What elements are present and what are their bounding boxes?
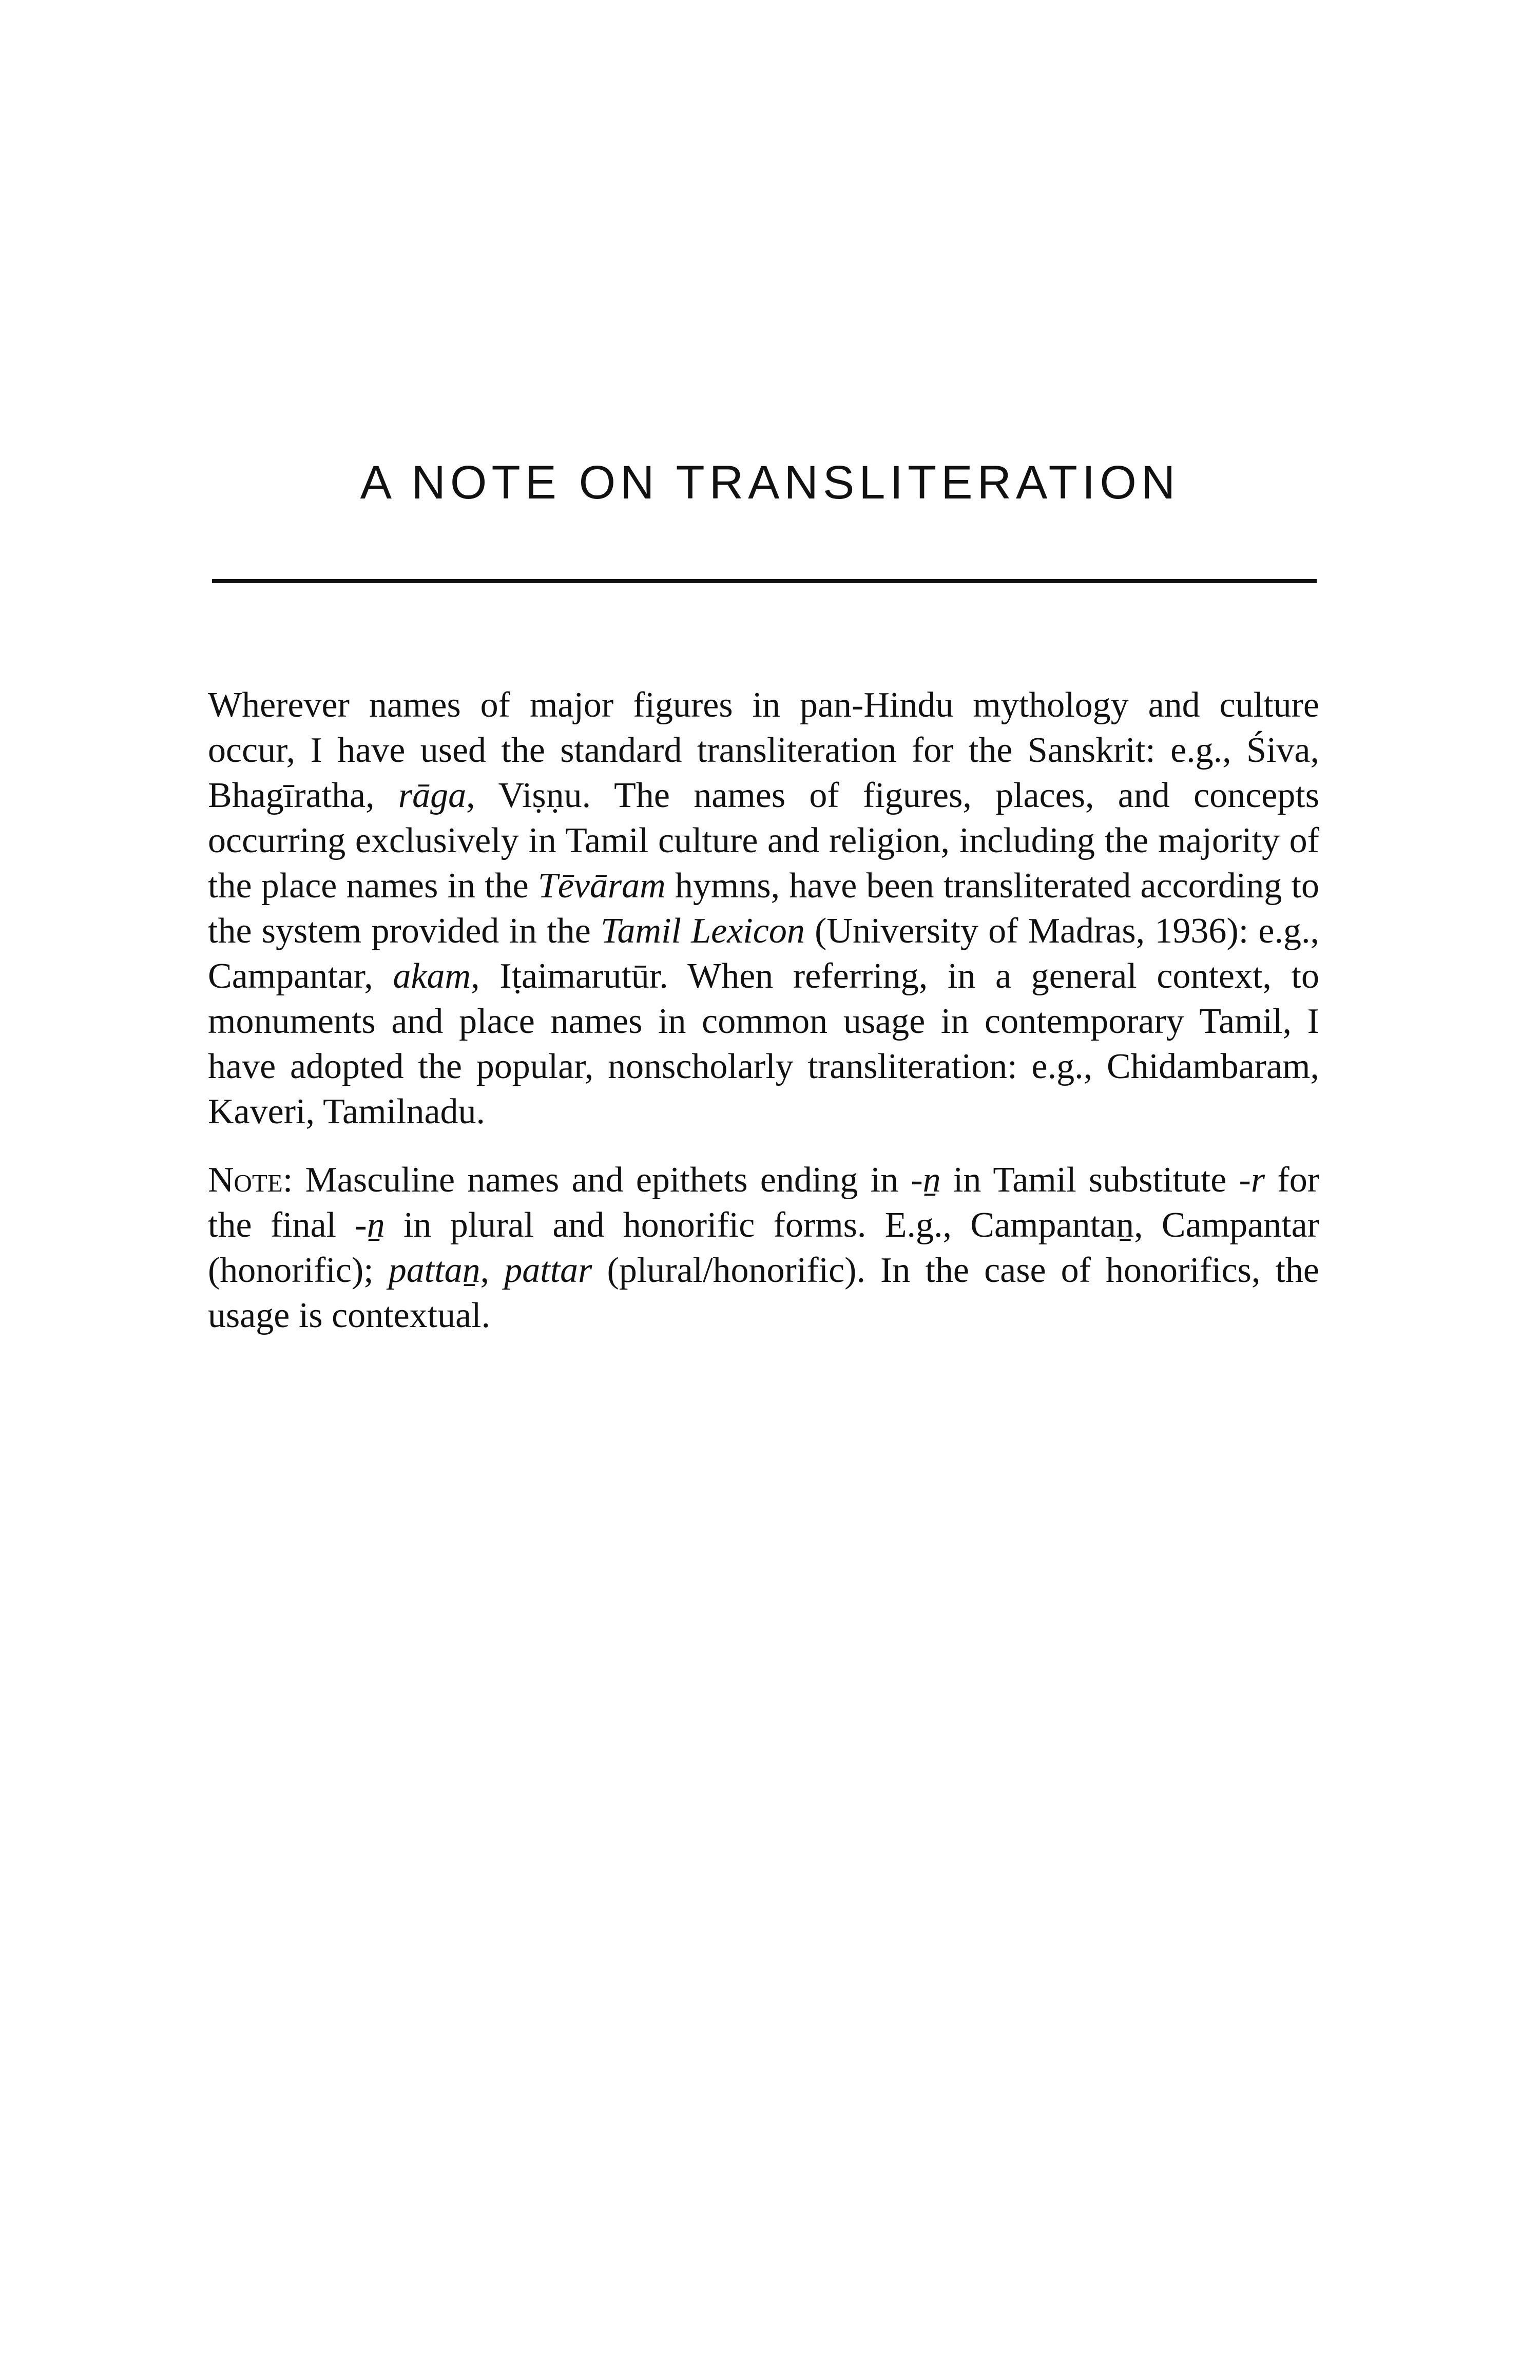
text-run: in Tamil substitute: [940, 1160, 1239, 1200]
text-run: hymns, have been transliterated according to the system provided in the: [208, 866, 1319, 951]
text-run: , Viṣṇu. The names of figures, places, and concepts occurring exclusively in Tamil culture and religion, including the majority of the place names in the: [208, 776, 1319, 906]
paragraph-transliteration-conventions: [208, 683, 1319, 1135]
note-label: Note: [208, 1160, 283, 1200]
text-run: in plural and honorific forms. E.g., Campantaṉ, Campantar (honorific);: [208, 1205, 1319, 1290]
text-run: (University of Madras, 1936): e.g., Campantar,: [208, 911, 1319, 996]
italic-term: Tamil Lexicon: [601, 911, 805, 951]
italic-term: -r: [1239, 1160, 1265, 1200]
text-run: (plural/honorific). In the case of honorifics, the usage is contextual.: [208, 1251, 1320, 1335]
text-run: : Masculine names and epithets ending in: [282, 1160, 911, 1200]
italic-term: pattaṉ: [388, 1251, 480, 1290]
italic-term: akam: [393, 956, 471, 996]
italic-term: pattar: [504, 1251, 592, 1290]
page-title: A NOTE ON TRANSLITERATION: [360, 456, 1180, 509]
italic-term: rāga: [398, 776, 467, 815]
text-run: Wherever names of major figures in pan-Hindu mythology and culture occur, I have used the standard transliteration for the Sanskrit: e.g., Śiva, Bhagīratha,: [208, 685, 1319, 815]
title-rule: [212, 579, 1317, 583]
italic-term: Tēvāram: [537, 866, 666, 906]
text-run: for the final: [208, 1160, 1319, 1245]
italic-term: -ṉ: [355, 1205, 385, 1245]
text-run: , Iṭaimarutūr. When referring, in a general context, to monuments and place names in common usage in contemporary Tamil, I have adopted the popular, nonscholarly transliteration: e.g., Chidambaram, Kaveri, Tamilnadu.: [208, 956, 1320, 1131]
paragraph-note-masculine-names: [208, 1158, 1319, 1338]
text-run: ,: [480, 1251, 505, 1290]
italic-term: -ṉ: [911, 1160, 941, 1200]
